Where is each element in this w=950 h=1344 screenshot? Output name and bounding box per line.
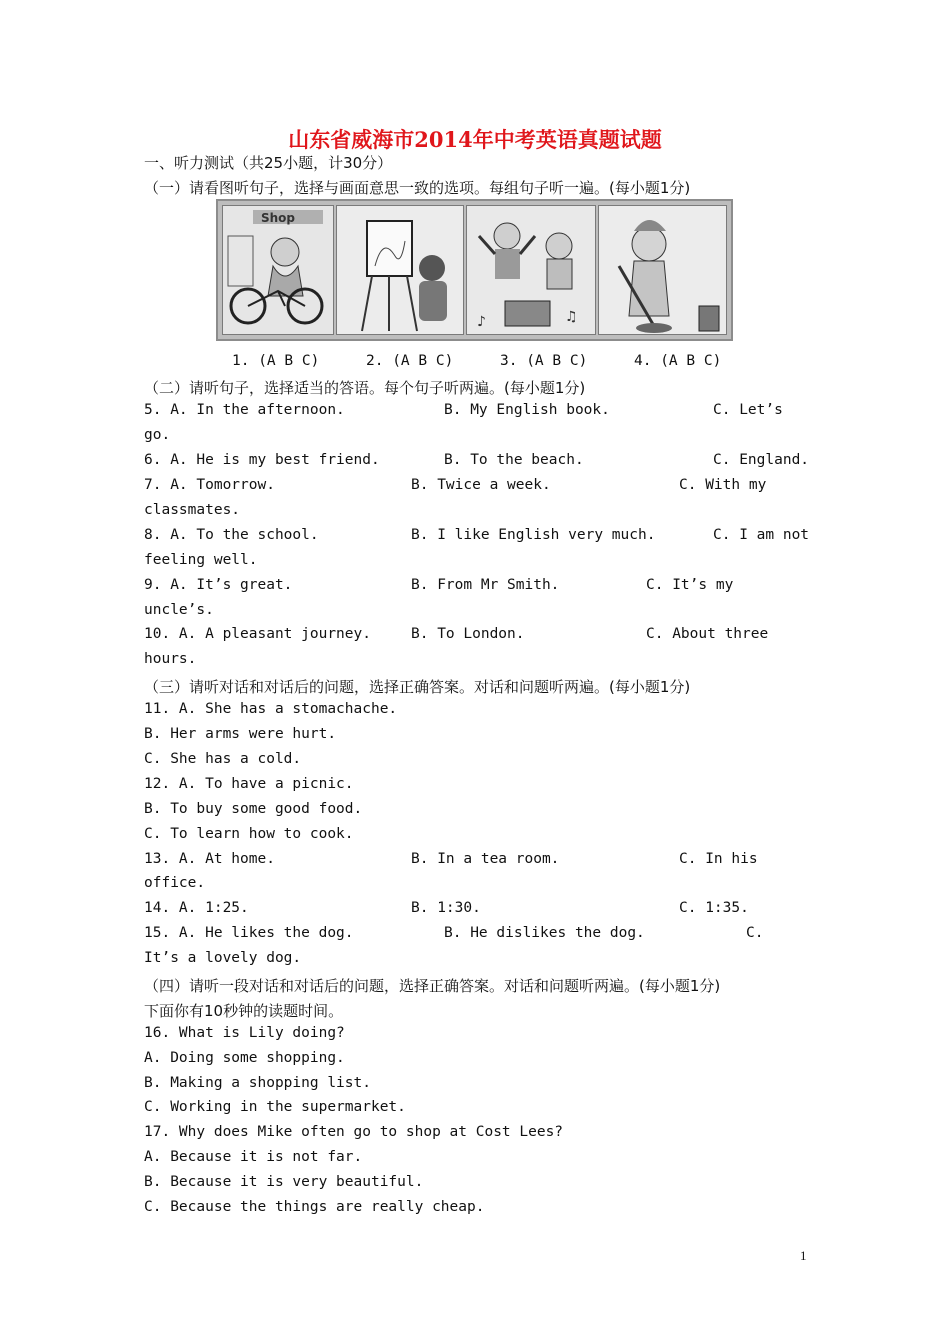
q13-option-c: C. In his xyxy=(679,851,758,867)
q12-option-c: C. To learn how to cook. xyxy=(144,826,354,842)
q10-continuation: hours. xyxy=(144,651,197,667)
q16-question: 16. What is Lily doing? xyxy=(144,1025,345,1041)
q11-option-c: C. She has a cold. xyxy=(144,751,302,767)
q9-option-b: B. From Mr Smith. xyxy=(411,577,560,593)
q11-option-a: 11. A. She has a stomachache. xyxy=(144,701,398,717)
q15-option-b: B. He dislikes the dog. xyxy=(444,925,645,941)
q9-option-c: C. It’s my xyxy=(646,577,734,593)
q17-question: 17. Why does Mike often go to shop at Cost Lees? xyxy=(144,1124,564,1140)
picture-kids-dancing xyxy=(466,205,596,335)
q10-option-b: B. To London. xyxy=(411,626,525,642)
q14-option-b: B. 1:30. xyxy=(411,900,481,916)
q5-option-c: C. Let’s xyxy=(713,402,783,418)
q5-option-a: 5. A. In the afternoon. xyxy=(144,402,345,418)
q15-continuation: It’s a lovely dog. xyxy=(144,950,302,966)
picture-girl-drawing xyxy=(336,205,464,335)
q17-option-c: C. Because the things are really cheap. xyxy=(144,1199,485,1215)
q7-continuation: classmates. xyxy=(144,502,241,518)
q13-option-b: B. In a tea room. xyxy=(411,851,560,867)
page-number: 1 xyxy=(800,1248,807,1263)
section4-heading: （四）请听一段对话和对话后的问题，选择正确答案。对话和问题听两遍。(每小题1分) xyxy=(144,977,721,995)
q13-continuation: office. xyxy=(144,875,206,891)
picture-choice-4: 4. (A B C) xyxy=(634,353,722,369)
q5-option-b: B. My English book. xyxy=(444,402,610,418)
svg-text:♪: ♪ xyxy=(477,314,486,330)
section2-heading: （二）请听句子，选择适当的答语。每个句子听两遍。(每小题1分) xyxy=(144,379,586,397)
q12-option-b: B. To buy some good food. xyxy=(144,801,363,817)
q6-option-b: B. To the beach. xyxy=(444,452,584,468)
picture-choice-3: 3. (A B C) xyxy=(500,353,588,369)
q15-option-a: 15. A. He likes the dog. xyxy=(144,925,354,941)
picture-choice-2: 2. (A B C) xyxy=(366,353,454,369)
q14-option-c: C. 1:35. xyxy=(679,900,749,916)
q10-option-a: 10. A. A pleasant journey. xyxy=(144,626,371,642)
picture-girl-mopping xyxy=(598,205,727,335)
picture-choice-1: 1. (A B C) xyxy=(232,353,320,369)
q12-option-a: 12. A. To have a picnic. xyxy=(144,776,354,792)
q13-option-a: 13. A. At home. xyxy=(144,851,275,867)
listening-pictures xyxy=(216,199,733,341)
shop-sign: Shop xyxy=(261,211,296,225)
picture-boy-bike xyxy=(222,205,334,335)
q17-option-a: A. Because it is not far. xyxy=(144,1149,363,1165)
q6-option-c: C. England. xyxy=(713,452,810,468)
q8-option-a: 8. A. To the school. xyxy=(144,527,319,543)
q7-option-b: B. Twice a week. xyxy=(411,477,551,493)
svg-text:♫: ♫ xyxy=(565,309,578,325)
section1-heading: （一）请看图听句子，选择与画面意思一致的选项。每组句子听一遍。(每小题1分) xyxy=(144,179,691,197)
q16-option-b: B. Making a shopping list. xyxy=(144,1075,371,1091)
q14-option-a: 14. A. 1:25. xyxy=(144,900,249,916)
q16-option-c: C. Working in the supermarket. xyxy=(144,1099,406,1115)
q8-continuation: feeling well. xyxy=(144,552,258,568)
section4-note: 下面你有10秒钟的读题时间。 xyxy=(144,1002,344,1020)
q8-option-c: C. I am not xyxy=(713,527,810,543)
page-title: 山东省威海市2014年中考英语真题试题 xyxy=(288,127,662,152)
q6-option-a: 6. A. He is my best friend. xyxy=(144,452,380,468)
q7-option-a: 7. A. Tomorrow. xyxy=(144,477,275,493)
q9-continuation: uncle’s. xyxy=(144,602,214,618)
q15-option-c: C. xyxy=(746,925,764,941)
q5-continuation: go. xyxy=(144,427,171,443)
q11-option-b: B. Her arms were hurt. xyxy=(144,726,337,742)
section3-heading: （三）请听对话和对话后的问题，选择正确答案。对话和问题听两遍。(每小题1分) xyxy=(144,678,691,696)
q17-option-b: B. Because it is very beautiful. xyxy=(144,1174,424,1190)
q8-option-b: B. I like English very much. xyxy=(411,527,656,543)
q9-option-a: 9. A. It’s great. xyxy=(144,577,293,593)
part1-heading: 一、听力测试（共25小题，计30分） xyxy=(144,154,393,172)
q7-option-c: C. With my xyxy=(679,477,767,493)
q10-option-c: C. About three xyxy=(646,626,769,642)
q16-option-a: A. Doing some shopping. xyxy=(144,1050,345,1066)
